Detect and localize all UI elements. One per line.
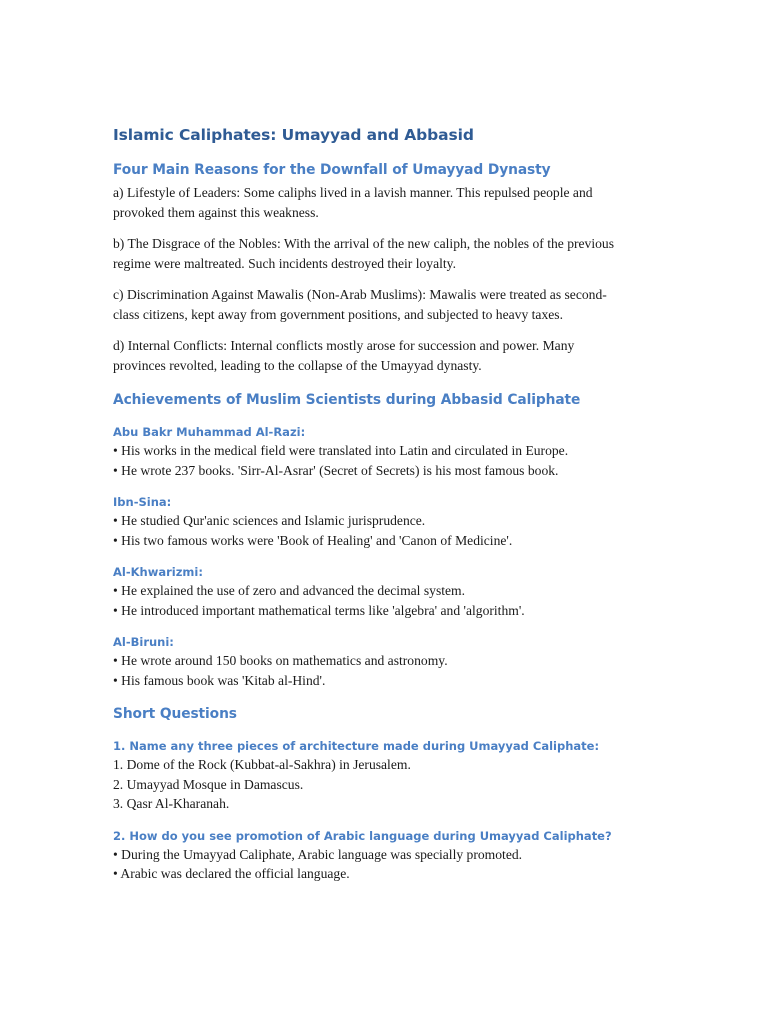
downfall-reason-a-line-1: a) Lifestyle of Leaders: Some caliphs lived in a lavish manner. This repulsed people and xyxy=(113,185,593,200)
list-item: • During the Umayyad Caliphate, Arabic language was specially promoted. xyxy=(113,846,523,862)
downfall-reason-b xyxy=(113,234,658,273)
downfall-reason-c-line-2: class citizens, kept away from government positions, and subjected to heavy taxes. xyxy=(113,306,563,322)
question-2-answers xyxy=(113,845,658,884)
scientist-name-razi: Abu Bakr Muhammad Al-Razi: xyxy=(113,425,306,439)
scientist-points-al-khwarizmi xyxy=(113,581,658,620)
downfall-reason-d xyxy=(113,336,658,375)
list-item: • His two famous works were 'Book of Healing' and 'Canon of Medicine'. xyxy=(113,532,513,548)
scientist-points-ibn-sina xyxy=(113,511,658,550)
downfall-reason-b-line-2: regime were maltreated. Such incidents destroyed their loyalty. xyxy=(113,255,456,271)
scientist-points-razi xyxy=(113,441,658,480)
downfall-reason-b-line-1: b) The Disgrace of the Nobles: With the arrival of the new caliph, the nobles of the previous xyxy=(113,236,615,251)
question-2: 2. How do you see promotion of Arabic language during Umayyad Caliphate? xyxy=(113,828,612,843)
list-item: • He explained the use of zero and advanced the decimal system. xyxy=(113,583,466,598)
scientist-name-ibn-sina: Ibn-Sina: xyxy=(113,495,172,509)
question-1: 1. Name any three pieces of architecture made during Umayyad Caliphate: xyxy=(113,739,600,753)
scientist-name-al-biruni: Al-Biruni: xyxy=(113,635,174,649)
list-item: • He wrote 237 books. 'Sirr-Al-Asrar' (Secret of Secrets) is his most famous book. xyxy=(113,462,559,478)
downfall-reason-c xyxy=(113,285,658,324)
achievements-heading: Achievements of Muslim Scientists during Abbasid Caliphate xyxy=(113,392,581,408)
short-questions-heading: Short Questions xyxy=(113,706,237,722)
scientist-name-al-khwarizmi: Al-Khwarizmi: xyxy=(113,565,203,579)
list-item: • He introduced important mathematical terms like 'algebra' and 'algorithm'. xyxy=(113,602,525,618)
downfall-reason-c-line-1: c) Discrimination Against Mawalis (Non-Arab Muslims): Mawalis were treated as second- xyxy=(113,287,607,302)
downfall-reason-a-line-2: provoked them against this weakness. xyxy=(113,204,319,220)
list-item: • He wrote around 150 books on mathematics and astronomy. xyxy=(113,653,448,668)
list-item: • He studied Qur'anic sciences and Islamic jurisprudence. xyxy=(113,513,426,528)
scientist-points-al-biruni xyxy=(113,651,658,690)
list-item: 1. Dome of the Rock (Kubbat-al-Sakhra) in Jerusalem. xyxy=(113,757,411,772)
list-item: • His famous book was 'Kitab al-Hind'. xyxy=(113,672,326,688)
document-title: Islamic Caliphates: Umayyad and Abbasid xyxy=(113,126,474,144)
list-item: 3. Qasr Al-Kharanah. xyxy=(113,796,230,811)
list-item: • Arabic was declared the official language. xyxy=(113,866,350,881)
downfall-heading: Four Main Reasons for the Downfall of Umayyad Dynasty xyxy=(113,162,551,178)
question-1-answers xyxy=(113,755,658,814)
document-page xyxy=(113,122,658,884)
downfall-reason-d-line-2: provinces revolted, leading to the collapse of the Umayyad dynasty. xyxy=(113,357,482,373)
downfall-reason-a xyxy=(113,183,658,222)
list-item: • His works in the medical field were translated into Latin and circulated in Europe. xyxy=(113,443,569,458)
downfall-reason-d-line-1: d) Internal Conflicts: Internal conflicts mostly arose for succession and power. Many xyxy=(113,338,575,353)
list-item: 2. Umayyad Mosque in Damascus. xyxy=(113,776,304,792)
